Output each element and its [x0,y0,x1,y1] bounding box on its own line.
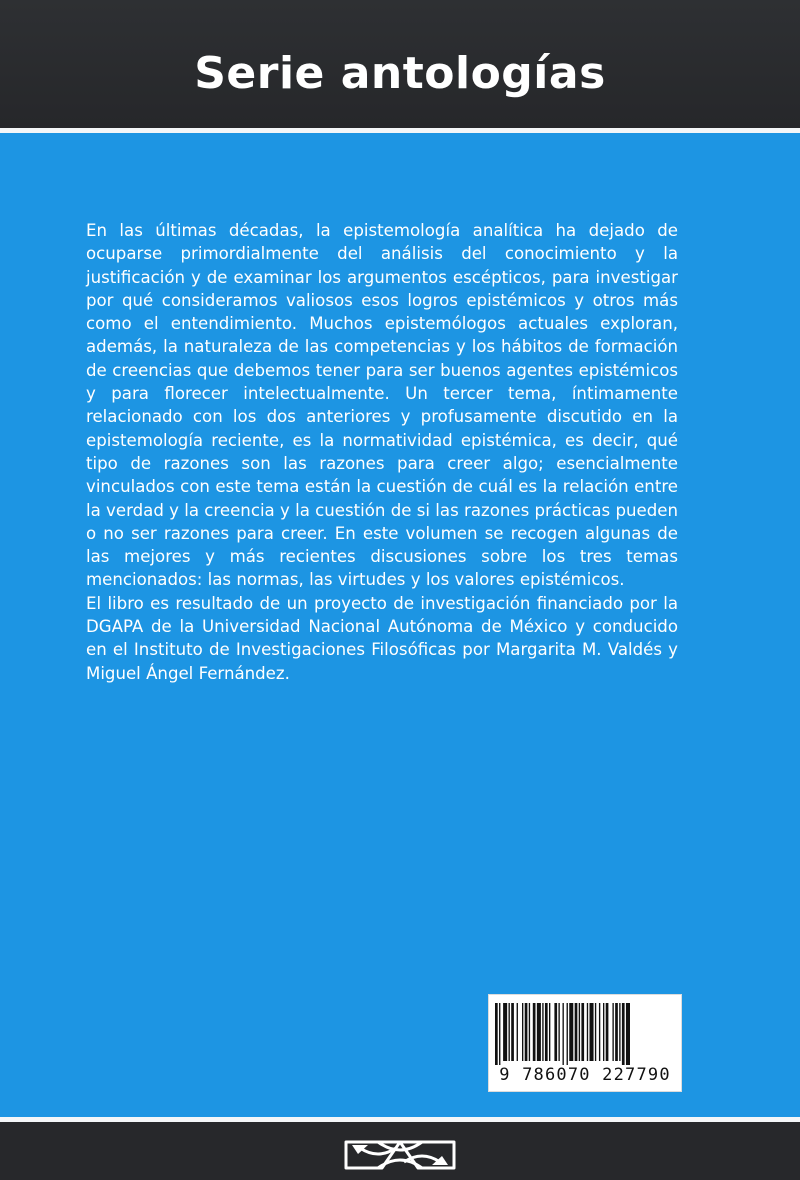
barcode-bar [529,1003,530,1061]
barcode-bar [549,1003,550,1061]
barcode-bar [590,1003,594,1061]
barcode-bar [606,1003,609,1061]
barcode-bar [587,1003,588,1061]
barcode-bar [542,1003,543,1061]
barcode-bar [537,1003,541,1061]
barcode-bar [615,1003,618,1061]
header-band [0,0,800,128]
barcode-bar [563,1003,564,1065]
barcode-bar [503,1003,507,1061]
barcode-bar [599,1003,600,1061]
barcode-bar [533,1003,536,1061]
barcode-bar [525,1003,528,1061]
barcode-bar [517,1003,518,1061]
barcode-bar [567,1003,568,1065]
series-title: Serie antologías [194,48,606,99]
blurb-text [86,219,678,685]
barcode-bar [509,1003,510,1061]
barcode-bar [569,1003,573,1061]
blurb-paragraph-2: El libro es resultado de un proyecto de investigación financiado por la DGAPA de la Universidad Nacional Autónoma de México y conducido en el Instituto de Investigaciones Filosóficas por Margarita M. Valdés y Miguel Ángel Fernández. [86,593,678,683]
barcode-bar [619,1003,620,1061]
barcode-bar [612,1003,613,1061]
barcode-bar [626,1003,630,1065]
barcode-bar [495,1003,498,1065]
barcode-bar [522,1003,523,1061]
publisher-logo-icon [338,1132,462,1178]
barcode-bars-icon [493,1003,677,1065]
barcode-bar [499,1003,500,1065]
barcode-bar [545,1003,548,1061]
barcode-bar [603,1003,604,1061]
barcode-bar [579,1003,580,1061]
barcode-bar [558,1003,559,1061]
barcode-bar [581,1003,584,1061]
blurb-paragraph-1: En las últimas décadas, la epistemología analítica ha dejado de ocuparse primordialmente del análisis del conocimiento y la justificación y de examinar los argumentos escépticos, para investigar por qué consideramos valiosos esos logros epistémicos y otros más como el entendimiento. Muchos epistemólogos actuales exploran, además, la naturaleza de las competencias y los hábitos de formación de creencias que debemos tener para ser buenos agentes epistémicos y para florecer intelectualmente. Un tercer tema, íntimamente relacionado con los dos anteriores y profusamente discutido en la epistemología reciente, es la normatividad epistémica, es decir, qué tipo de razones son las razones para creer algo; esencialmente vinculados con este tema están la cuestión de cuál es la relación entre la verdad y la creencia y la cuestión de si las razones prácticas pueden o no ser razones para creer. En este volumen se recogen algunas de las mejores y más recientes discusiones sobre los tres temas mencionados: las normas, las virtudes y los valores epistémicos. [86,221,678,590]
barcode-bar [554,1003,557,1061]
barcode-bar [511,1003,514,1061]
isbn-number: 9 786070 227790 [499,1065,671,1085]
barcode-bar [622,1003,625,1065]
barcode [488,994,682,1092]
barcode-bar [575,1003,578,1061]
barcode-bar [595,1003,596,1061]
